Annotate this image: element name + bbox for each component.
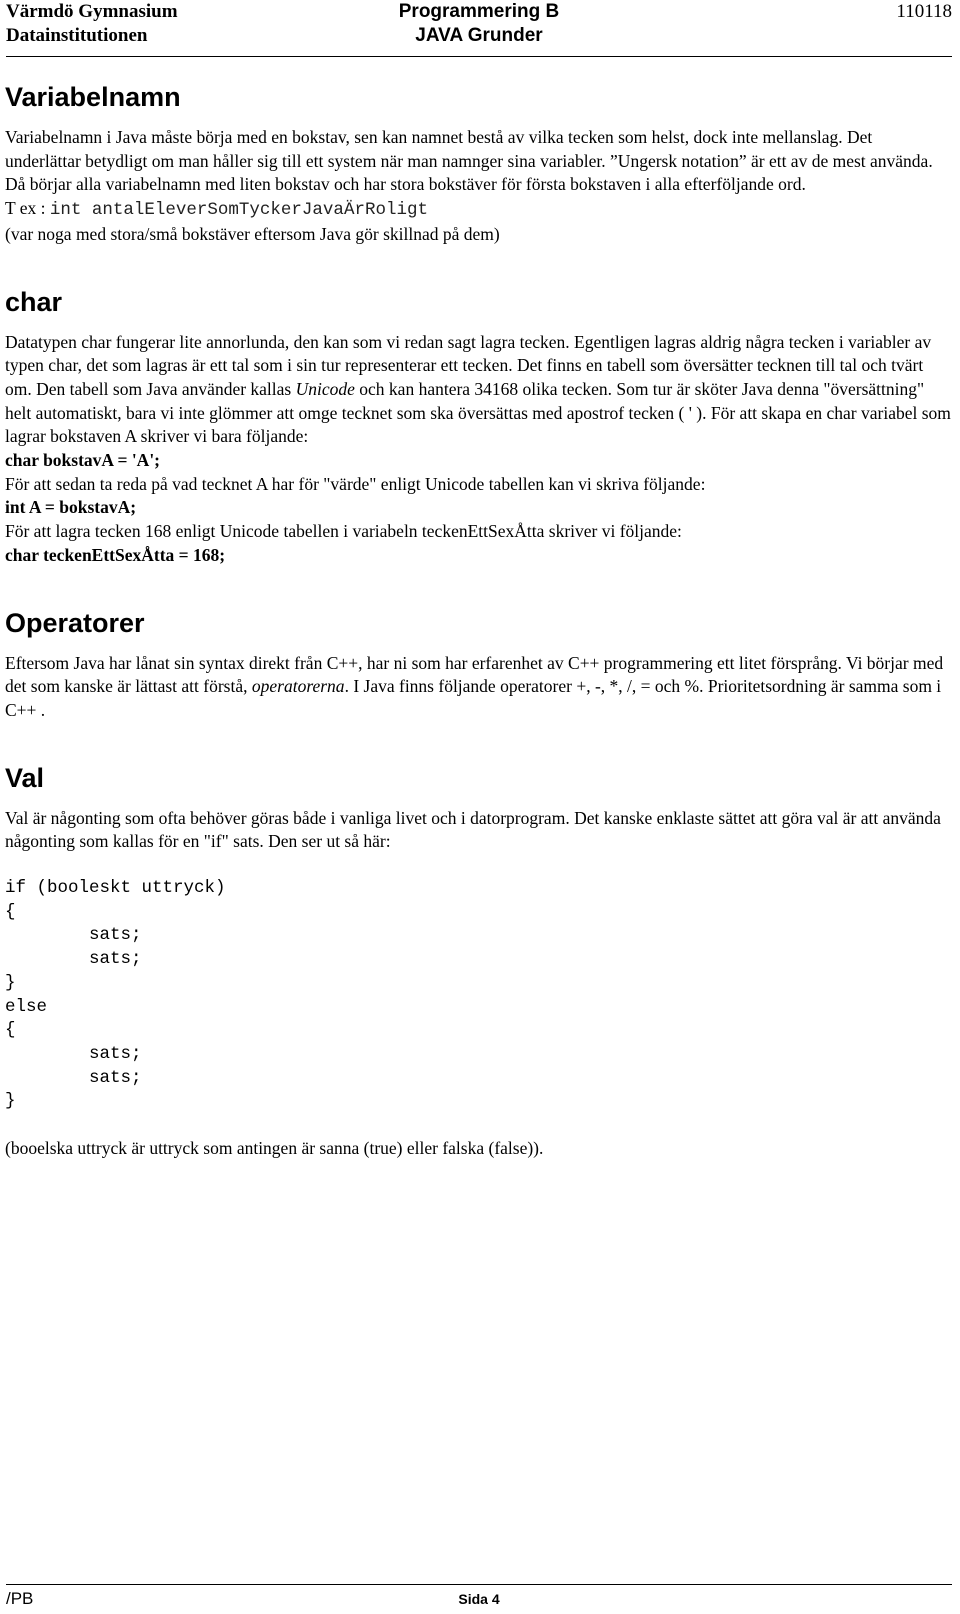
operatorerna-term: operatorerna xyxy=(251,676,345,697)
code-line: char bokstavA = 'A'; xyxy=(5,450,161,471)
code-line: char teckenEttSexÅtta = 168; xyxy=(5,544,226,565)
paragraph: För att lagra tecken 168 enligt Unicode tabellen i variabeln teckenEttSexÅtta skriver vi följande: xyxy=(5,521,682,542)
footer-author: /PB xyxy=(6,1589,34,1608)
example-code: int antalEleverSomTyckerJavaÄrRoligt xyxy=(49,200,428,221)
topic-name: JAVA Grunder xyxy=(415,25,543,46)
school-name: Värmdö Gymnasium xyxy=(6,1,178,22)
section-variabelnamn xyxy=(5,80,952,247)
page-header xyxy=(6,0,952,57)
paragraph: Datatypen char fungerar lite annorlunda, den kan som vi redan sagt lagra tecken. Egentligen lagras aldrig några tecken i variabler av typen char, det som lagras är ett tal som i sin tur representerar ett tecken. Det finns en tabell som översätter tecknen till tal och tvärt om. Den tabell som Java använder kallas Unicode och kan hantera 34168 olika tecken. Som tur är sköter Java denna "översättning" helt automatiskt, bara vi inte glömmer att omge tecknet som ska översättas med apostrof tecken ( ' ). För att skapa en char variabel som lagrar bokstaven A skriver vi bara följande: xyxy=(5,331,951,447)
page-footer xyxy=(6,1584,952,1614)
department-name: Datainstitutionen xyxy=(6,25,148,46)
unicode-term: Unicode xyxy=(295,378,355,399)
code-line: int A = bokstavA; xyxy=(5,497,137,518)
header-center xyxy=(6,0,952,48)
section-heading: char xyxy=(5,286,63,317)
section-heading: Val xyxy=(5,762,45,793)
note: (booelska uttryck är uttryck som antingen är sanna (true) eller falska (false)). xyxy=(5,1138,544,1159)
paragraph: För att sedan ta reda på vad tecknet A har för "värde" enligt Unicode tabellen kan vi skriva följande: xyxy=(5,473,706,494)
section-val xyxy=(5,761,952,1161)
code-block: if (booleskt uttryck) { sats; sats; } else { sats; sats; } xyxy=(5,878,226,1112)
paragraph: Variabelnamn i Java måste börja med en bokstav, sen kan namnet bestå av vilka tecken som helst, dock inte mellanslag. Det underlättar betydligt om man håller sig till ett system när man namnger sina variabler. ”Ungersk notation” är ett av de mest använda. Då börjar alla variabelnamn med liten bokstav och har stora bokstäver för första bokstaven i alla efterföljande ord. xyxy=(5,127,933,195)
header-date: 110118 xyxy=(896,1,952,22)
paragraph: Val är någonting som ofta behöver göras både i vanliga livet och i datorprogram. Det kanske enklaste sättet att göra val är att använda någonting som kallas för en "if" sats. Den ser ut så här: xyxy=(5,807,941,852)
section-heading: Operatorer xyxy=(5,607,145,638)
example-line xyxy=(5,197,952,223)
paragraph: Eftersom Java har lånat sin syntax direkt från C++, har ni som har erfarenhet av C++ programmering ett litet försprång. Vi börjar med det som kanske är lättast att förstå, operatorerna. I Java finns följande operatorer +, -, *, /, = och %. Prioritetsordning är samma som i C++ . xyxy=(5,652,944,720)
page-content xyxy=(5,80,952,1161)
note: (var noga med stora/små bokstäver eftersom Java gör skillnad på dem) xyxy=(5,223,500,244)
section-operatorer xyxy=(5,606,952,723)
section-char xyxy=(5,285,952,568)
course-name: Programmering B xyxy=(398,1,560,22)
page-number: Sida 4 xyxy=(458,1591,500,1607)
section-heading: Variabelnamn xyxy=(5,82,181,112)
example-prefix: T ex : xyxy=(5,198,50,219)
